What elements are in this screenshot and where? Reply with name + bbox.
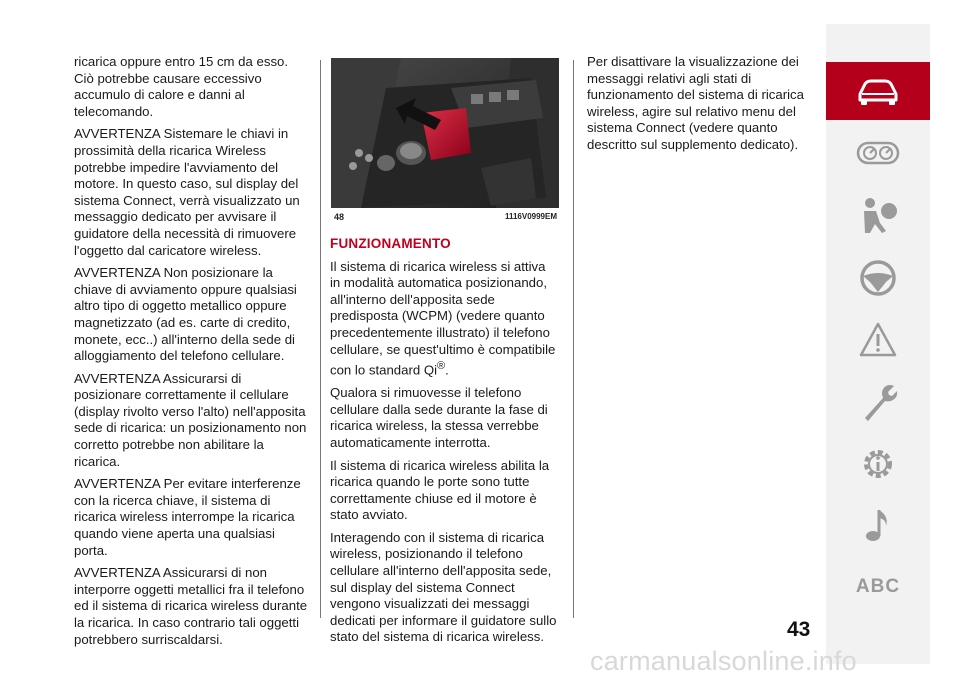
column-divider	[573, 60, 574, 618]
sidebar-item-maintenance[interactable]	[826, 373, 930, 431]
sidebar-item-emergency[interactable]	[826, 311, 930, 369]
page-number: 43	[787, 618, 811, 641]
warning-paragraph: AVVERTENZA Non posizionare la chiave di avviamento oppure qualsiasi altro tipo di oggetto metallico oppure magnetizzato (ad es. carte di credito, monete, ecc..) all'interno della sede di alloggiamento del telefono cellulare.	[74, 265, 297, 364]
chapter-sidebar	[826, 24, 930, 664]
text-column-2	[330, 236, 558, 652]
paragraph	[330, 259, 558, 380]
steering-wheel-icon	[858, 258, 898, 298]
sidebar-item-technical-data[interactable]	[826, 435, 930, 493]
warning-paragraph: AVVERTENZA Assicurarsi di non interporre oggetti metallici fra il telefono ed il sistema di ricarica wireless durante la ricarica. In caso contrario tali oggetti potrebbero surriscaldarsi.	[74, 565, 308, 647]
console-illustration	[331, 58, 559, 208]
paragraph: ricarica oppure entro 15 cm da esso. Ciò potrebbe causare eccessivo accumulo di calore e danni al telecomando.	[74, 54, 289, 119]
text-column-1	[74, 54, 310, 654]
paragraph-end: .	[445, 362, 449, 378]
sidebar-item-multimedia[interactable]	[826, 496, 930, 554]
section-heading: FUNZIONAMENTO	[330, 236, 451, 251]
sidebar-item-instruments[interactable]	[826, 125, 930, 183]
wrench-icon	[858, 382, 898, 422]
paragraph: Il sistema di ricarica wireless abilita la ricarica quando le porte sono tutte correttamente chiuse ed il motore è stato avviato.	[330, 457, 550, 523]
warning-triangle-icon	[858, 321, 898, 359]
car-icon	[856, 76, 900, 106]
sidebar-item-index[interactable]	[826, 558, 930, 616]
multimedia-icon	[862, 506, 894, 544]
sidebar-item-safety[interactable]	[826, 186, 930, 244]
instrument-panel-icon	[856, 140, 900, 168]
registered-mark: ®	[437, 360, 446, 373]
warning-paragraph: AVVERTENZA Per evitare interferenze con la ricerca chiave, il sistema di ricarica wireless interrompe la ricarica quando viene aperta una qualsiasi porta.	[74, 476, 301, 558]
paragraph: Interagendo con il sistema di ricarica wireless, posizionando il telefono cellulare all'interno dell'apposita sede, sul display del sistema Connect vengono visualizzati dei messaggi dedicati per informare il guidatore sullo stato del sistema di ricarica wireless.	[330, 529, 557, 645]
paragraph: Per disattivare la visualizzazione dei messaggi relativi agli stati di funzionamento del sistema di ricarica wireless, agire sul relativo menu del sistema Connect (vedere quanto descritto sul supplemento dedicato).	[587, 54, 804, 152]
figure-code: 1116V0999EM	[504, 212, 557, 221]
sidebar-item-car[interactable]	[826, 62, 930, 120]
technical-data-icon	[858, 444, 898, 484]
airbag-icon	[856, 195, 900, 235]
warning-paragraph: AVVERTENZA Assicurarsi di posizionare correttamente il cellulare (display rivolto verso l'alto) nell'apposita sede di ricarica: un posizionamento non corretto potrebbe non abilitare la ricarica.	[74, 370, 307, 469]
figure-number: 48	[334, 212, 345, 222]
center-console-photo	[331, 58, 559, 208]
column-divider	[320, 60, 321, 618]
text-column-3	[587, 54, 809, 160]
warning-paragraph: AVVERTENZA Sistemare le chiavi in prossimità della ricarica Wireless potrebbe impedire l'avviamento del motore. In questo caso, sul display del sistema Connect, verrà visualizzato un messaggio dedicato per avvisare il guidatore della necessità di rimuovere l'oggetto dal caricatore wireless.	[74, 126, 300, 258]
sidebar-item-driving[interactable]	[826, 249, 930, 307]
paragraph: Qualora si rimuovesse il telefono cellulare dalla sede durante la fase di ricarica wireless, la stessa verrebbe automaticamente interrotta.	[330, 385, 548, 450]
watermark: carmanualsonline.info	[590, 646, 857, 676]
abc-index-icon: ABC	[855, 576, 901, 597]
figure-caption	[331, 212, 559, 226]
paragraph-text: Il sistema di ricarica wireless si attiva in modalità automatica posizionando, all'interno dell'apposita sede predisposta (WCPM) (vedere quanto precedentemente illustrato) il telefono cellulare, se quest'ultimo è compatibile con lo standard Qi	[330, 258, 556, 378]
